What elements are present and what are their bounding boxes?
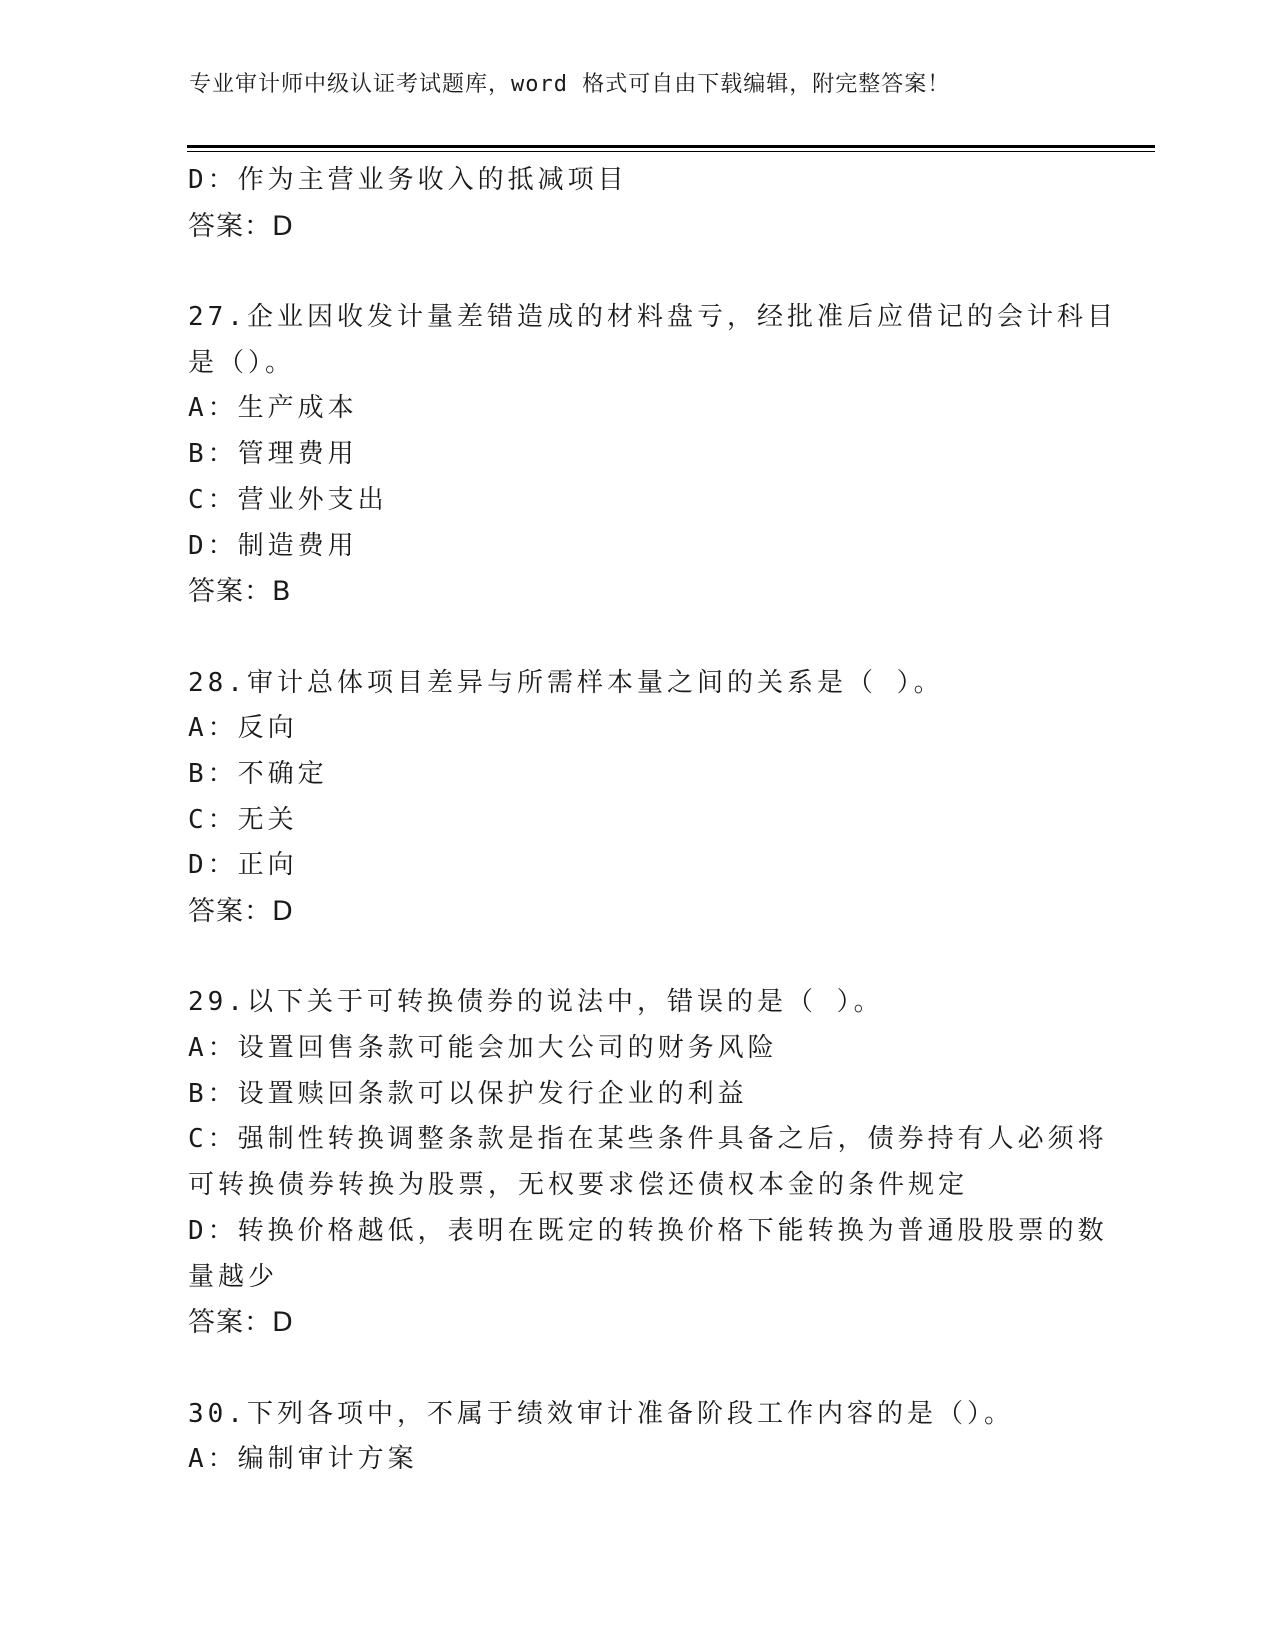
option-line: A：设置回售条款可能会加大公司的财务风险: [188, 1033, 778, 1064]
option-line: C：无关: [188, 804, 298, 835]
answer-line: 答案：B: [188, 576, 292, 608]
option-line: A：生产成本: [188, 393, 358, 424]
spacer: [188, 615, 1088, 661]
question-stem: 30.下列各项中，不属于绩效审计准备阶段工作内容的是（）。: [188, 1398, 1014, 1429]
header-rule-thin: [187, 151, 1155, 152]
option-line: D：制造费用: [188, 530, 358, 561]
option-line: A：反向: [188, 713, 298, 744]
option-line: D：转换价格越低，表明在既定的转换价格下能转换为普通股股票的数: [188, 1215, 1108, 1246]
option-line: B：不确定: [188, 758, 328, 789]
option-line: D：作为主营业务收入的抵减项目: [188, 165, 628, 195]
question-block: [188, 1392, 1088, 1483]
option-line: 可转换债券转换为股票，无权要求偿还债权本金的条件规定: [188, 1170, 969, 1201]
question-stem: 27.企业因收发计量差错造成的材料盘亏，经批准后应借记的会计科目: [188, 302, 1117, 333]
page-header: 专业审计师中级认证考试题库，word 格式可自由下载编辑，附完整答案！: [189, 72, 951, 97]
header-rule-thick: [187, 145, 1155, 148]
question-stem: 29.以下关于可转换债券的说法中，错误的是（ ）。: [188, 987, 884, 1018]
option-line: C：营业外支出: [188, 484, 388, 515]
answer-line: 答案：D: [188, 1307, 294, 1339]
option-line: D：正向: [188, 850, 298, 881]
option-line: 量越少: [188, 1261, 279, 1292]
question-content: [188, 158, 1117, 1483]
spacer: [188, 249, 1088, 295]
question-block: [188, 661, 1088, 935]
question-stem: 28.审计总体项目差异与所需样本量之间的关系是（ ）。: [188, 667, 944, 698]
option-line: B：管理费用: [188, 439, 358, 470]
spacer: [188, 1346, 1088, 1392]
answer-line: 答案：D: [188, 210, 294, 242]
answer-line: 答案：D: [188, 896, 294, 927]
spacer: [188, 935, 1088, 981]
question-block: [188, 980, 1108, 1346]
option-line: A：编制审计方案: [188, 1444, 418, 1475]
option-line: C：强制性转换调整条款是指在某些条件具备之后，债券持有人必须将: [188, 1124, 1108, 1155]
question-stem: 是（）。: [188, 347, 296, 378]
option-line: B：设置赎回条款可以保护发行企业的利益: [188, 1078, 748, 1109]
question-block: [188, 295, 1117, 615]
